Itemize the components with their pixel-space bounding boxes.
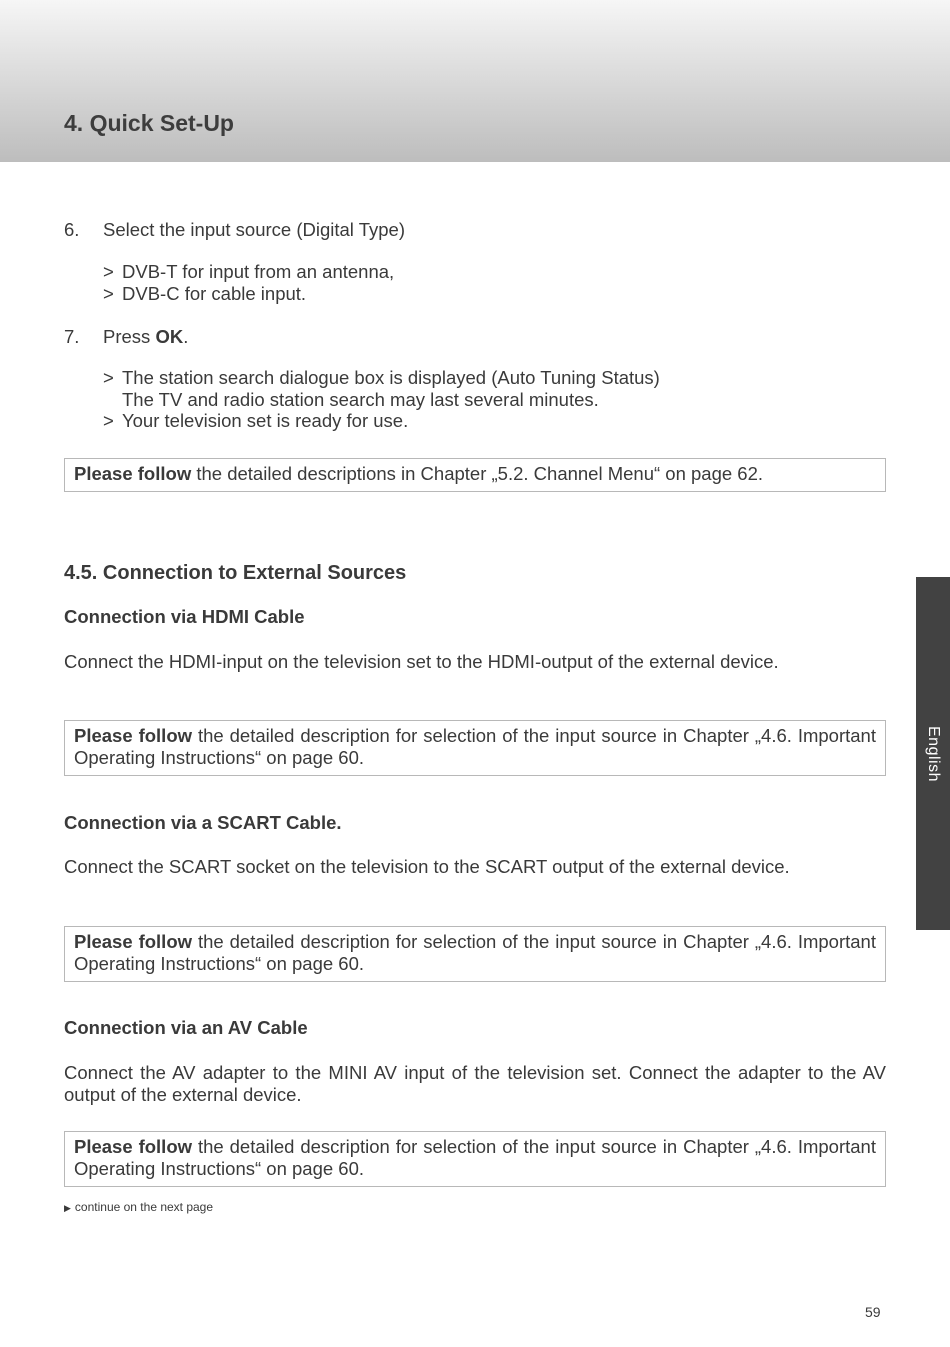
step-text: Select the input source (Digital Type) bbox=[103, 219, 405, 240]
note-box bbox=[64, 458, 886, 492]
header-title: 4. Quick Set-Up bbox=[64, 110, 234, 136]
note-bold: Please follow bbox=[74, 725, 193, 746]
note-box bbox=[64, 1131, 886, 1187]
sub-item-marker: > bbox=[103, 261, 114, 282]
note-text: the detailed description for selection of the input source in Chapter „4.6. Important Operating Instructions“ on page 60. bbox=[74, 931, 876, 974]
step-text bbox=[103, 326, 188, 348]
sub-item-continuation: The TV and radio station search may last several minutes. bbox=[122, 389, 599, 410]
sub-item bbox=[103, 410, 408, 432]
subsection-title: Connection via a SCART Cable. bbox=[64, 812, 342, 833]
sub-item-text: DVB-C for cable input. bbox=[122, 283, 307, 304]
continue-text: continue on the next page bbox=[74, 1200, 214, 1214]
subsection-title: Connection via an AV Cable bbox=[64, 1017, 308, 1038]
note-text: the detailed description for selection of the input source in Chapter „4.6. Important Operating Instructions“ on page 60. bbox=[74, 725, 876, 768]
continue-note bbox=[64, 1200, 213, 1214]
page-header bbox=[0, 0, 950, 162]
ok-key-label: OK bbox=[155, 326, 184, 347]
step-text-before: Press bbox=[103, 326, 156, 347]
language-side-tab bbox=[916, 577, 950, 930]
note-text: the detailed description for selection of the input source in Chapter „4.6. Important Operating Instructions“ on page 60. bbox=[74, 1136, 876, 1179]
paragraph: Connect the SCART socket on the television to the SCART output of the external device. bbox=[64, 856, 790, 877]
sub-item-text: Your television set is ready for use. bbox=[122, 410, 409, 431]
step-number: 7. bbox=[64, 326, 80, 347]
sub-item-text: The station search dialogue box is displayed (Auto Tuning Status) bbox=[122, 367, 660, 388]
sub-item bbox=[103, 283, 306, 305]
note-bold: Please follow bbox=[74, 1136, 193, 1157]
note-bold: Please follow bbox=[74, 931, 193, 952]
sub-item bbox=[103, 367, 660, 389]
sub-item-marker: > bbox=[103, 367, 114, 388]
step-number: 6. bbox=[64, 219, 80, 240]
page-number: 59 bbox=[865, 1304, 881, 1320]
side-tab-label: English bbox=[925, 725, 942, 782]
sub-item-marker: > bbox=[103, 410, 114, 431]
paragraph: Connect the HDMI-input on the television set to the HDMI-output of the external device. bbox=[64, 651, 779, 672]
sub-item-marker: > bbox=[103, 283, 114, 304]
paragraph: Connect the AV adapter to the MINI AV input of the television set. Connect the adapter to the AV output of the external device. bbox=[64, 1062, 886, 1105]
note-box bbox=[64, 720, 886, 776]
play-triangle-icon: ▶ bbox=[64, 1203, 71, 1213]
note-bold: Please follow bbox=[74, 463, 192, 484]
section-title: 4.5. Connection to External Sources bbox=[64, 562, 407, 584]
step-text-after: . bbox=[183, 326, 189, 347]
subsection-title: Connection via HDMI Cable bbox=[64, 606, 305, 627]
sub-item-text: DVB-T for input from an antenna, bbox=[122, 261, 395, 282]
sub-item bbox=[103, 261, 394, 283]
note-box bbox=[64, 926, 886, 982]
note-text: the detailed descriptions in Chapter „5.2. Channel Menu“ on page 62. bbox=[191, 463, 764, 484]
